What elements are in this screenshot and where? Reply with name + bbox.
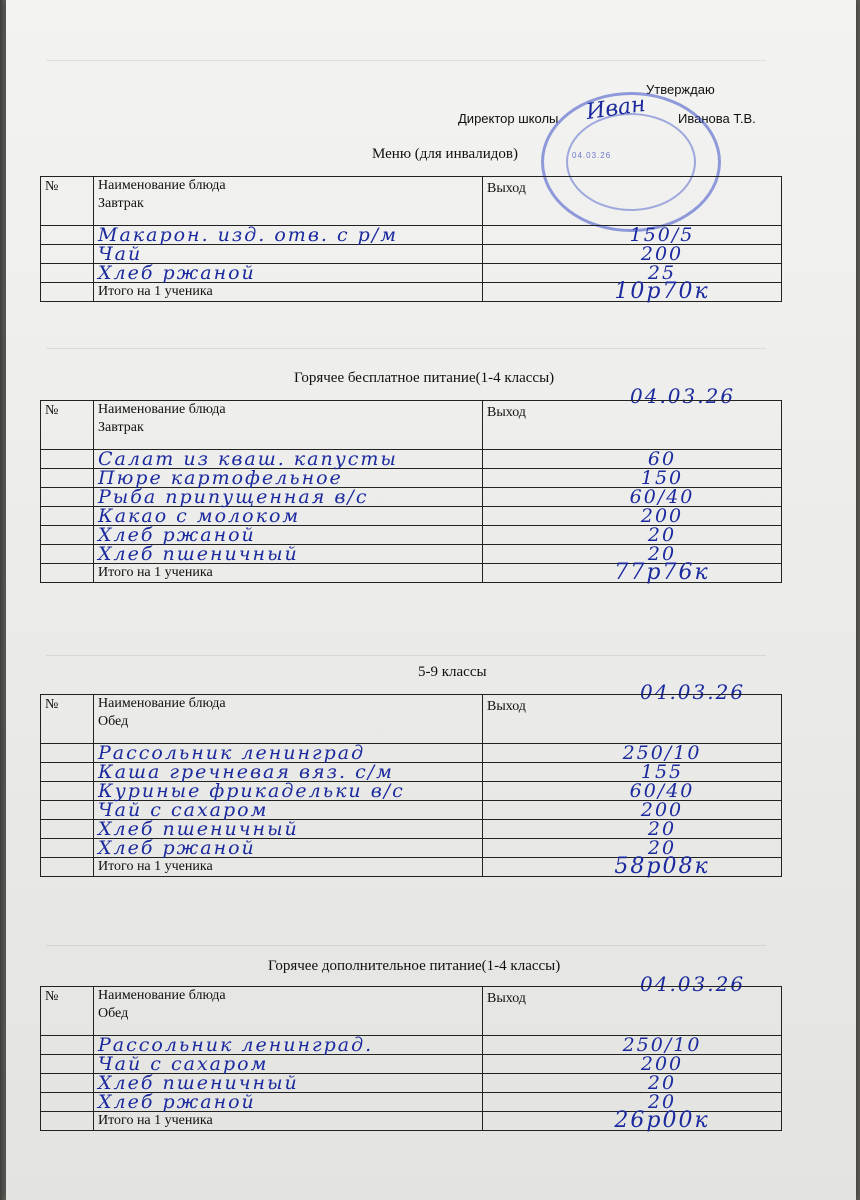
dish-name: Хлеб пшеничный bbox=[98, 818, 299, 840]
total-label: Итого на 1 ученика bbox=[98, 565, 213, 580]
dish-name: Чай bbox=[98, 243, 143, 265]
column-name bbox=[94, 401, 483, 450]
dish-output: 150/5 bbox=[629, 224, 695, 246]
menu-table bbox=[40, 176, 782, 302]
meal-label: Обед bbox=[98, 714, 129, 729]
column-name-label: Наименование блюда bbox=[98, 178, 226, 193]
dish-name: Рассольник ленинград bbox=[98, 742, 366, 764]
dish-output: 60 bbox=[647, 448, 677, 470]
dish-name: Чай с сахаром bbox=[98, 799, 269, 821]
show-through-line bbox=[46, 655, 766, 656]
column-name bbox=[94, 177, 483, 226]
section-title: Горячее дополнительное питание(1-4 классы) bbox=[268, 958, 561, 974]
column-no: № bbox=[41, 177, 94, 226]
section-title: Горячее бесплатное питание(1-4 классы) bbox=[294, 370, 555, 386]
menu-document bbox=[6, 0, 856, 1200]
dish-output: 20 bbox=[647, 837, 677, 859]
table-header-row bbox=[41, 177, 782, 226]
table-row bbox=[41, 801, 782, 820]
menu-table bbox=[40, 986, 782, 1131]
dish-output: 20 bbox=[647, 1091, 677, 1113]
dish-name: Хлеб ржаной bbox=[98, 837, 256, 859]
section-title: Меню (для инвалидов) bbox=[372, 146, 518, 162]
director-label: Директор школы bbox=[458, 111, 559, 126]
dish-name: Какао с молоком bbox=[98, 505, 301, 527]
menu-table bbox=[40, 400, 782, 583]
dish-output: 155 bbox=[640, 761, 684, 783]
meal-label: Завтрак bbox=[98, 196, 144, 211]
total-row bbox=[41, 283, 782, 302]
table-row bbox=[41, 1055, 782, 1074]
column-output: Выход bbox=[483, 695, 782, 744]
dish-name: Хлеб ржаной bbox=[98, 262, 256, 284]
dish-output: 20 bbox=[647, 1072, 677, 1094]
column-no: № bbox=[41, 987, 94, 1036]
dish-output: 20 bbox=[647, 818, 677, 840]
table-row bbox=[41, 1036, 782, 1055]
dish-name: Чай с сахаром bbox=[98, 1053, 269, 1075]
column-name-label: Наименование блюда bbox=[98, 402, 226, 417]
column-name bbox=[94, 695, 483, 744]
show-through-line bbox=[46, 60, 766, 61]
table-row bbox=[41, 507, 782, 526]
director-name: Иванова Т.В. bbox=[678, 111, 756, 126]
dish-name: Хлеб пшеничный bbox=[98, 1072, 299, 1094]
total-label: Итого на 1 ученика bbox=[98, 284, 213, 299]
dish-output: 250/10 bbox=[622, 1034, 702, 1056]
meal-label: Обед bbox=[98, 1006, 129, 1021]
meal-label: Завтрак bbox=[98, 420, 144, 435]
section-date: 04.03.26 bbox=[630, 384, 736, 408]
dish-name: Рассольник ленинград. bbox=[98, 1034, 374, 1056]
director-signature: Иван bbox=[584, 91, 648, 126]
section-date: 04.03.26 bbox=[640, 680, 746, 704]
dish-output: 200 bbox=[640, 243, 684, 265]
total-value: 10р70к bbox=[614, 279, 710, 304]
total-value: 58р08к bbox=[614, 854, 710, 879]
total-label: Итого на 1 ученика bbox=[98, 859, 213, 874]
table-row bbox=[41, 469, 782, 488]
dish-output: 200 bbox=[640, 799, 684, 821]
dish-name: Хлеб пшеничный bbox=[98, 543, 299, 565]
section-title: 5-9 классы bbox=[418, 664, 487, 680]
total-row bbox=[41, 858, 782, 877]
dish-output: 200 bbox=[640, 505, 684, 527]
dish-name: Куриные фрикадельки в/с bbox=[98, 780, 405, 802]
table-row bbox=[41, 245, 782, 264]
column-no: № bbox=[41, 401, 94, 450]
dish-name: Хлеб ржаной bbox=[98, 524, 256, 546]
dish-output: 20 bbox=[647, 524, 677, 546]
dish-output: 60/40 bbox=[629, 780, 695, 802]
table-row bbox=[41, 820, 782, 839]
dish-name: Салат из квaш. капусты bbox=[98, 448, 398, 470]
dish-name: Макарон. изд. отв. с р/м bbox=[98, 224, 398, 246]
table-row bbox=[41, 763, 782, 782]
table-header-row bbox=[41, 987, 782, 1036]
stamp-date: 04.03.26 bbox=[572, 151, 612, 160]
dish-name: Хлеб ржаной bbox=[98, 1091, 256, 1113]
dish-output: 150 bbox=[640, 467, 684, 489]
column-name bbox=[94, 987, 483, 1036]
table-row bbox=[41, 226, 782, 245]
column-output: Выход bbox=[483, 401, 782, 450]
approve-label: Утверждаю bbox=[646, 82, 715, 97]
total-value: 77р76к bbox=[614, 560, 710, 585]
dish-name: Каша гречневая вяз. с/м bbox=[98, 761, 394, 783]
table-row bbox=[41, 782, 782, 801]
table-header-row bbox=[41, 401, 782, 450]
table-row bbox=[41, 526, 782, 545]
table-header-row bbox=[41, 695, 782, 744]
total-row bbox=[41, 564, 782, 583]
dish-name: Рыба припущенная в/с bbox=[98, 486, 369, 508]
dish-output: 25 bbox=[647, 262, 677, 284]
column-output: Выход bbox=[483, 177, 782, 226]
dish-output: 20 bbox=[647, 543, 677, 565]
table-row bbox=[41, 488, 782, 507]
menu-table bbox=[40, 694, 782, 877]
column-name-label: Наименование блюда bbox=[98, 696, 226, 711]
table-row bbox=[41, 744, 782, 763]
table-row bbox=[41, 450, 782, 469]
show-through-line bbox=[46, 348, 766, 349]
dish-output: 60/40 bbox=[629, 486, 695, 508]
dish-name: Пюре картофельное bbox=[98, 467, 343, 489]
dish-output: 200 bbox=[640, 1053, 684, 1075]
column-name-label: Наименование блюда bbox=[98, 988, 226, 1003]
column-no: № bbox=[41, 695, 94, 744]
show-through-line bbox=[46, 945, 766, 946]
section-date: 04.03.26 bbox=[640, 972, 746, 996]
dish-output: 250/10 bbox=[622, 742, 702, 764]
total-row bbox=[41, 1112, 782, 1131]
total-value: 26р00к bbox=[614, 1108, 710, 1133]
table-row bbox=[41, 1074, 782, 1093]
total-label: Итого на 1 ученика bbox=[98, 1113, 213, 1128]
column-output: Выход bbox=[483, 987, 782, 1036]
